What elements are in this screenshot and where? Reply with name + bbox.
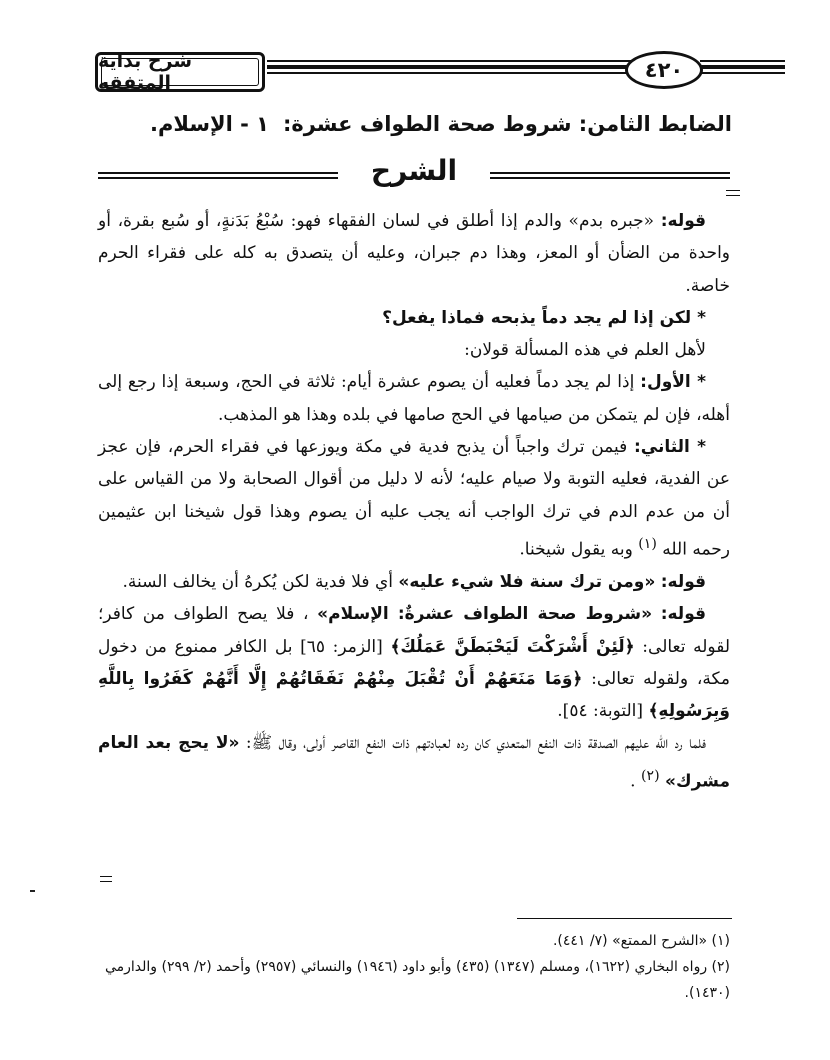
paragraph-question: * لكن إذا لم يجد دماً يذبحه فماذا يفعل؟	[382, 307, 706, 328]
paragraph: لأهل العلم في هذه المسألة قولان:	[464, 340, 706, 361]
paragraph-lead: * الثاني:	[633, 437, 706, 458]
quran-verse: ﴿لَئِنْ أَشْرَكْتَ لَيَحْبَطَنَّ عَمَلُكَ﴾	[390, 636, 635, 657]
rule-item: ١ - الإسلام.	[150, 112, 269, 136]
paragraph-lead: قوله:	[660, 571, 706, 592]
footnote-divider	[517, 918, 732, 919]
paragraph: * الأول: إذا لم يجد دماً فعليه أن يصوم عشرة أيام: ثلاثة في الحج، وسبعة إذا رجع إلى أهله، فإن لم يتمكن من صيامها في الحج صامها في بلده وهذا هو المذهب.	[98, 372, 730, 425]
paragraph: قوله: «شروط صحة الطواف عشرةٌ: الإسلام» ، فلا يصح الطواف من كافر؛ لقوله تعالى: ﴿لَئِنْ أَشْرَكْتَ لَيَحْبَطَنَّ عَمَلُكَ﴾ [الزمر: ٦٥] بل الكافر ممنوع من دخول مكة، ولقوله تعالى: ﴿وَمَا مَنَعَهُمْ أَنْ تُقْبَلَ مِنْهُمْ نَفَقَاتُهُمْ إِلَّا أَنَّهُمْ كَفَرُوا بِاللَّهِ وَبِرَسُولِهِ﴾ [التوبة: ٥٤].	[98, 604, 730, 722]
paragraph: * الثاني: فيمن ترك واجباً أن يذبح فدية في مكة ويوزعها في فقراء الحرم، فإن عجز عن الفدية، فعليه التوبة ولا صيام عليه؛ لأنه لا دليل من أقوال الصحابة ولا من القياس على أن من عدم الدم في ترك الواجب أنه يجب عليه أن يصوم وهذا قول شيخنا ابن عثيمين رحمه الله $^{(١)}$ وبه يقول شيخنا.	[98, 437, 730, 560]
paragraph: قوله: «جبره بدم» والدم إذا أطلق في لسان الفقهاء فهو: سُبْعُ بَدَنةٍ، أو سُبع بقرة، أو واحدة من الضأن أو المعز، وهذا دم جبران، وعليه أن يتصدق به كله على فقراء الحرم خاصة.	[98, 211, 730, 296]
footnote-ref: (٢)	[640, 767, 660, 784]
margin-mark	[726, 190, 740, 196]
page-number-oval	[625, 51, 703, 89]
book-title-box	[95, 52, 265, 92]
section-title: الشرح	[370, 154, 458, 187]
footnote-ref: (١)	[638, 535, 657, 552]
margin-mark	[100, 876, 112, 882]
verse-reference: [الزمر: ٦٥]	[300, 636, 383, 657]
section-heading	[98, 152, 730, 197]
body-text	[98, 205, 730, 798]
footnote: (١) «الشرح الممتع» (٧/ ٤٤١).	[552, 933, 730, 949]
footnote: (٢) رواه البخاري (١٦٢٢)، ومسلم (١٣٤٧) (٤٣٥) وأبو داود (١٩٤٦) والنسائي (٢٩٥٧) وأحمد (٢/ ٢٩٩) والدارمي (١٤٣٠).	[104, 959, 730, 1001]
header-rule-right	[700, 60, 785, 80]
quran-verse: ﴿وَمَا مَنَعَهُمْ أَنْ تُقْبَلَ مِنْهُمْ نَفَقَاتُهُمْ إِلَّا أَنَّهُمْ كَفَرُوا بِاللَّهِ وَبِرَسُولِهِ﴾	[98, 668, 730, 722]
paragraph-lead: قوله:	[660, 604, 706, 625]
scan-speck	[30, 890, 35, 892]
page-number: ٤٢٠	[644, 58, 684, 82]
book-title: شرح بداية المتفقه	[98, 50, 193, 94]
paragraph: قوله: «ومن ترك سنة فلا شيء عليه» أي فلا فدية لكن يُكرهُ أن يخالف السنة.	[122, 571, 706, 592]
verse-reference: [التوبة: ٥٤].	[557, 701, 644, 722]
section-rule-right	[490, 172, 730, 180]
paragraph-lead: * الأول:	[640, 372, 706, 393]
paragraph-lead: قوله:	[660, 211, 707, 231]
footnotes	[98, 928, 730, 1006]
page-header	[95, 48, 785, 98]
paragraph: فلما رد الله عليهم الصدقة ذات النفع المتعدي كان رده لعبادتهم ذات النفع القاصر أولى، وقال ﷺ: «لا يحج بعد العام مشرك» $^{(٢)}$ .	[98, 733, 730, 792]
rule-heading: الضابط الثامن: شروط صحة الطواف عشرة:	[282, 112, 732, 136]
